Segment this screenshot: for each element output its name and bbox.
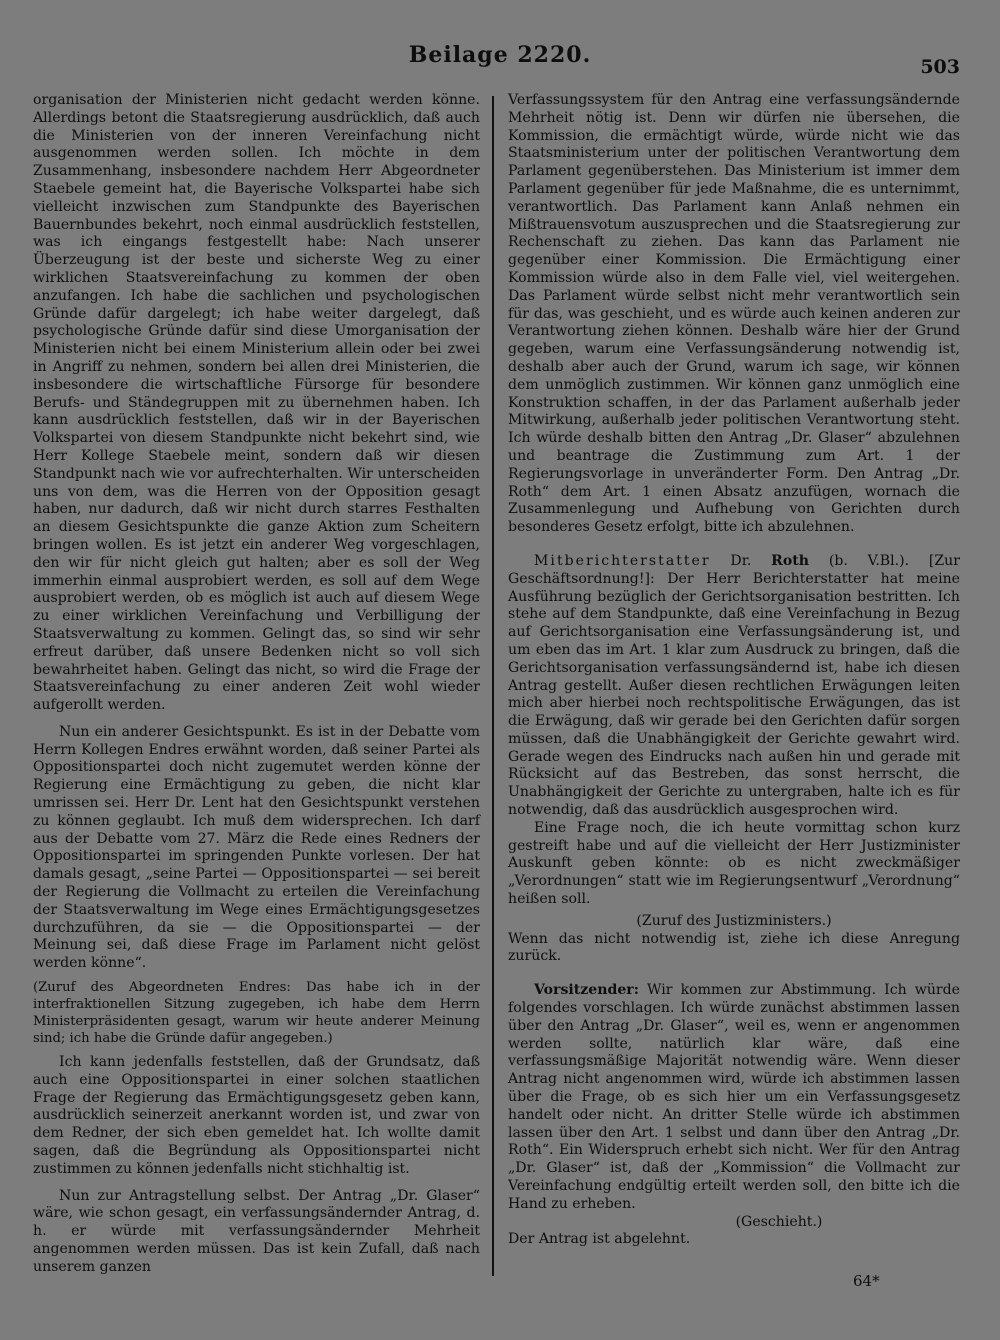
left-column [33,92,480,1277]
speaker-paragraph [508,982,960,1213]
paragraph: Verfassungssystem für den Antrag eine verfassungsändernde Mehrheit nötig ist. Denn wir dürfen nie übersehen, die Kommission, die ermächtigt würde, würde nicht wie das Staatsministerium unter der politischen Verantwortung dem Parlament gegenüberstehen. Das Ministerium ist immer dem Parlament gegenüber für jede Maßnahme, die es unternimmt, verantwortlich. Das Parlament kann Anlaß nehmen ein Mißtrauensvotum auszusprechen und die Staatsregierung zur Rechenschaft zu ziehen. Das kann das Parlament nie gegenüber einer Kommission. Die Ermächtigung einer Kommission würde also in dem Falle viel, viel weitergehen. Das Parlament würde selbst nicht mehr verantwortlich sein für das, was geschieht, und es würde auch keinen anderen zur Verantwortung ziehen können. Deshalb wäre hier der Grund gegeben, warum eine Verfassungsänderung notwendig ist, deshalb aber auch der Grund, warum ich sage, wir können dem unmöglich zustimmen. Wir können ganz unmöglich eine Konstruktion schaffen, in der das Parlament außerhalb jeder Mitwirkung, außerhalb jeder politischen Verantwortung steht. Ich würde deshalb bitten den Antrag „Dr. Glaser“ abzulehnen und beantrage die Zustimmung zum Art. 1 der Regierungsvorlage in unveränderter Form. Den Antrag „Dr. Roth“ dem Art. 1 einen Absatz anzufügen, wornach die Zusammenlegung und Aufhebung von Gerichten durch besonderes Gesetz erfolgt, bitte ich abzulehnen. [508,92,960,536]
paragraph: Eine Frage noch, die ich heute vormittag schon kurz gestreift habe und auf die vielleicht der Herr Justizminister Auskunft geben könnte: ob es nicht zweckmäßiger „Verordnungen“ statt wie im Regierungsentwurf „Verordnung“ heißen soll. [508,819,960,908]
interjection: (Geschieht.) [735,1213,823,1230]
paragraph-text: (b. V.Bl.). [Zur Geschäftsordnung!]: Der Herr Berichterstatter hat meine Ausführung bezüglich der Gerichtsorganisation bestritten. Ich stehe auf dem Standpunkte, daß eine Vereinfachung in Bezug auf Gerichtsorganisation eine Verfassungsänderung ist, und um eben das im Art. 1 klar zum Ausdruck zu bringen, daß die Gerichtsorganisation verfassungsändernd ist, habe ich diesen Antrag gestellt. Außer diesen rechtlichen Erwägungen leiten mich aber hierbei noch rechtspolitische Erwägungen, das ist die Erwägung, daß wir gerade bei den Gerichten dafür sorgen müssen, daß die Unabhängigkeit der Gerichte gewahrt wird. Gerade wegen des Eindrucks nach außen hin und gerade mit Rücksicht auf das Bestreben, das sonst herrscht, die Unabhängigkeit der Gerichte zu untergraben, halte ich es für notwendig, daß das ausdrücklich ausgesprochen wird. [508,552,960,819]
speaker-title: Dr. [730,552,752,569]
interjection: (Zuruf des Justizministers.) [636,912,832,929]
paragraph: Nun ein anderer Gesichtspunkt. Es ist in der Debatte vom Herrn Kollegen Endres erwähnt worden, daß seiner Partei als Oppositionspartei doch nicht zugemutet werden könne der Regierung eine Ermächtigung zu geben, die nicht klar umrissen sei. Herr Dr. Lent hat den Gesichtspunkt verstehen zu können geglaubt. Ich muß dem widersprechen. Ich darf aus der Debatte vom 27. März die Rede eines Redners der Oppositionspartei im springenden Punkte vorlesen. Der hat damals gesagt, „seine Partei — Oppositionspartei — sei bereit der Regierung die Vollmacht zu erteilen die Vereinfachung der Staatsverwaltung im Wege eines Ermächtigungsgesetzes durchzuführen, da sie — die Oppositionspartei — der Meinung sei, daß diese Frage im Parlament nicht gelöst werden könne“. [33,723,480,972]
signature-mark: 64* [853,1272,880,1290]
speaker-role: Mitberichterstatter [534,552,711,569]
paragraph: Ich kann jedenfalls feststellen, daß der Grundsatz, daß auch eine Oppositionspartei in einer solchen staatlichen Frage der Regierung das Ermächtigungsgesetz geben kann, ausdrücklich seinerzeit anerkannt worden ist, und zwar von dem Redner, der sich eben gemeldet hat. Ich wollte damit sagen, daß die Begründung als Oppositionspartei nicht zustimmen zu können jedenfalls nicht stichhaltig ist. [33,1054,480,1177]
speaker-paragraph [508,553,960,820]
column-divider [492,96,494,1276]
page-header-title: Beilage 2220. [408,42,592,68]
speaker-name: Roth [771,552,810,569]
paragraph: Nun zur Antragstellung selbst. Der Antrag „Dr. Glaser“ wäre, wie schon gesagt, ein verfassungsändernder Antrag, d. h. er würde mit verfassungsändernder Mehrheit angenommen werden müssen. Das ist kein Zufall, daß nach unserem ganzen [33,1187,480,1275]
paragraph-text: Wir kommen zur Abstimmung. Ich würde folgendes vorschlagen. Ich würde zunächst abstimmen lassen über den Antrag „Dr. Glaser“, weil es, wenn er angenommen werden sollte, natürlich klar wäre, daß eine verfassungsmäßige Majorität notwendig wäre. Wenn dieser Antrag nicht angenommen wird, würde ich abstimmen lassen über die Frage, ob es sich hier um ein Verfassungsgesetz handelt oder nicht. An dritter Stelle würde ich abstimmen lassen über den Art. 1 selbst und dann über den Antrag „Dr. Roth“. Ein Widerspruch erhebt sich nicht. Wer für den Antrag „Dr. Glaser“ ist, daß der „Kommission“ die Vollmacht zur Vereinfachung endgültig erteilt werden soll, den bitte ich die Hand zu erheben. [508,982,961,1212]
paragraph: organisation der Ministerien nicht gedacht werden könne. Allerdings betont die Staatsregierung ausdrücklich, daß auch die Ministerien von der inneren Vereinfachung nicht ausgenommen werden sollen. Ich möchte in dem Zusammenhang, insbesondere nachdem Herr Abgeordneter Staebele gemeint hat, die Bayerische Volkspartei habe sich vielleicht inzwischen zum Standpunkte des Bayerischen Bauernbundes bekehrt, noch einmal ausdrücklich feststellen, was ich eingangs festgestellt habe: Nach unserer Überzeugung ist der beste und sicherste Weg zu einer wirklichen Staatsvereinfachung zu kommen der oben anzufangen. Ich habe die sachlichen und psychologischen Gründe dafür dargelegt; ich habe weiter dargelegt, daß psychologische Gründe dafür sind diese Umorganisation der Ministerien nicht bei einem Ministerium allein oder bei zwei in Angriff zu nehmen, sondern bei allen drei Ministerien, die insbesondere die wirtschaftliche Fürsorge für besondere Berufs- und Ständegruppen mit zu übernehmen haben. Ich kann ausdrücklich feststellen, daß wir in der Bayerischen Volkspartei von diesem Standpunkte nicht bekehrt sind, wie Herr Kollege Staebele meint, sondern daß wir diesen Standpunkt nach wie vor aufrechterhalten. Wir unterscheiden uns von dem, was die Herren von der Opposition gesagt haben, nur dadurch, daß wir nicht durch starres Festhalten an diesem Gesichtspunkte die ganze Aktion zum Scheitern bringen wollen. Es ist jetzt ein anderer Weg vorgeschlagen, den wir für nicht gleich gut halten; aber es soll der Weg immerhin einmal ausprobiert werden, es soll auf dem Wege ausprobiert werden, ob es möglich ist auch auf diesem Wege zu einer wirklichen Vereinfachung und Verbilligung der Staatsverwaltung zu kommen. Gelingt das, so sind wir sehr erfreut darüber, daß unsere Bedenken nicht so voll sich bewahrheitet haben. Gelingt das nicht, so wird die Frage der Staatsvereinfachung zu einer anderen Zeit wohl wieder aufgerollt werden. [33,92,480,714]
speaker-role: Vorsitzender: [534,982,639,999]
paragraph: Wenn das nicht notwendig ist, ziehe ich diese Anregung zurück. [508,930,960,965]
right-column [508,92,960,1249]
page-number: 503 [920,56,960,78]
paragraph: Der Antrag ist abgelehnt. [508,1231,691,1248]
interjection: (Zuruf des Abgeordneten Endres: Das habe ich in der interfraktionellen Sitzung zugegeben, ich habe dem Herrn Ministerpräsidenten gesagt, warum wir heute anderer Meinung sind; ich habe die Gründe dafür angegeben.) [33,980,480,1047]
